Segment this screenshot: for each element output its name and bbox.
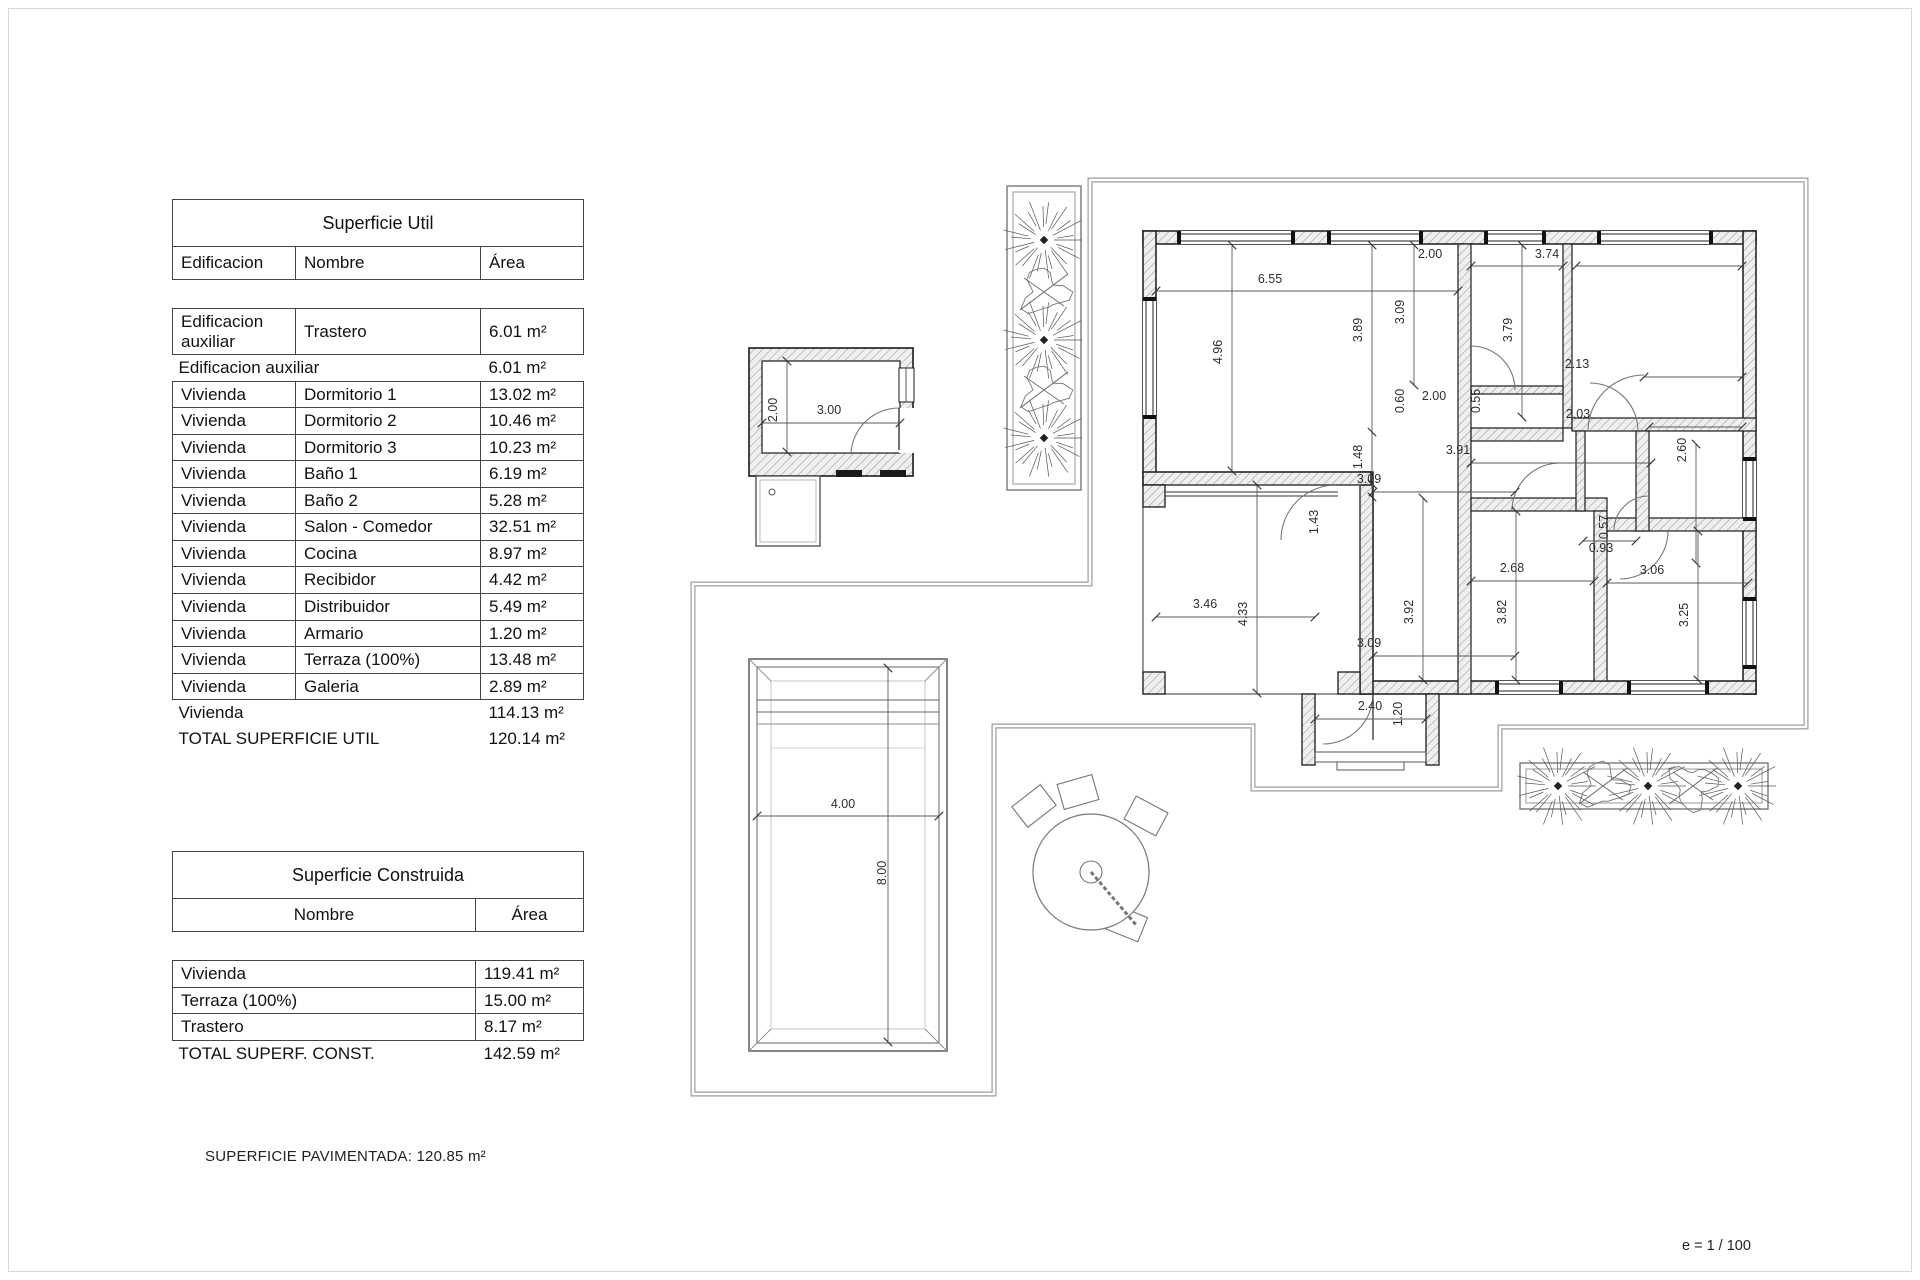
bush-icon — [1607, 748, 1686, 825]
dimension-label: 3.92 — [1402, 599, 1416, 625]
table-cell: 2.89 m² — [481, 673, 584, 700]
table-cell: Cocina — [296, 540, 481, 567]
table-cell: 120.14 m² — [481, 726, 584, 752]
windows — [1143, 231, 1756, 694]
table-cell: Superficie Util — [173, 200, 584, 247]
dimension-label: 2.60 — [1675, 437, 1689, 463]
bush-icon — [1697, 748, 1776, 825]
table-cell: Vivienda — [173, 700, 481, 726]
dimension-label: 4.00 — [830, 797, 856, 811]
paved-area-note: SUPERFICIE PAVIMENTADA: 120.85 m² — [205, 1148, 486, 1165]
terraza — [1143, 485, 1360, 694]
table-cell: 8.97 m² — [481, 540, 584, 567]
table-cell: Vivienda — [173, 594, 296, 621]
table-cell: Vivienda — [173, 434, 296, 461]
bush-icon — [1517, 748, 1596, 825]
table-cell: Vivienda — [173, 567, 296, 594]
table-cell: 10.23 m² — [481, 434, 584, 461]
table-cell: Trastero — [296, 309, 481, 355]
table-cell: Área — [481, 247, 584, 280]
dimension-label: 3.46 — [1192, 597, 1218, 611]
table-cell: Recibidor — [296, 567, 481, 594]
table-cell: Terraza (100%) — [173, 987, 476, 1014]
dimension-label: 1.43 — [1307, 509, 1321, 535]
dimension-label: 3.79 — [1501, 317, 1515, 343]
dimension-label: 1.48 — [1351, 444, 1365, 470]
dimension-label: 3.91 — [1445, 443, 1471, 457]
house — [1143, 231, 1756, 770]
table-cell: Dormitorio 3 — [296, 434, 481, 461]
table-cell: Vivienda — [173, 487, 296, 514]
dimension-label: 3.06 — [1639, 563, 1665, 577]
trastero-building — [749, 348, 914, 546]
shrub-icon — [1579, 761, 1631, 807]
bush-icon — [1003, 302, 1082, 379]
table-cell: Vivienda — [173, 514, 296, 541]
table-cell: Vivienda — [173, 647, 296, 674]
table-cell: Distribuidor — [296, 594, 481, 621]
table-cell: TOTAL SUPERFICIE UTIL — [173, 726, 481, 752]
dimension-label: 6.55 — [1257, 272, 1283, 286]
table-cell: 32.51 m² — [481, 514, 584, 541]
dimension-label: 2.68 — [1499, 561, 1525, 575]
dimension-label: 4.33 — [1236, 601, 1250, 627]
table-cell: Vivienda — [173, 461, 296, 488]
dimension-label: 2.00 — [1421, 389, 1447, 403]
table-cell: 6.19 m² — [481, 461, 584, 488]
bush-icon — [1003, 202, 1082, 279]
table-cell: Vivienda — [173, 381, 296, 408]
table-cell: 6.01 m² — [481, 355, 584, 382]
shrub-icon — [1669, 767, 1719, 813]
table-cell: Superficie Construida — [173, 852, 584, 899]
table-cell: 142.59 m² — [476, 1040, 584, 1066]
dimension-label: 0.57 — [1597, 514, 1611, 540]
table-cell: Edificacion auxiliar — [173, 309, 296, 355]
dimension-label: 3.00 — [816, 403, 842, 417]
table-cell: 5.49 m² — [481, 594, 584, 621]
table-cell: 6.01 m² — [481, 309, 584, 355]
table-cell: Vivienda — [173, 673, 296, 700]
table-cell: Baño 2 — [296, 487, 481, 514]
dimension-label: 3.89 — [1351, 317, 1365, 343]
dimension-label: 2.00 — [766, 397, 780, 423]
table-cell: 10.46 m² — [481, 408, 584, 435]
dimension-label: 2.00 — [1417, 247, 1443, 261]
dimension-label: 2.40 — [1357, 699, 1383, 713]
dimension-label: 0.93 — [1588, 541, 1614, 555]
scale-note: e = 1 / 100 — [1682, 1238, 1751, 1254]
table-cell: Vivienda — [173, 540, 296, 567]
table-cell: Terraza (100%) — [296, 647, 481, 674]
table-cell: Armario — [296, 620, 481, 647]
table-cell: Dormitorio 1 — [296, 381, 481, 408]
table-cell: 8.17 m² — [476, 1014, 584, 1041]
dimension-label: 1.20 — [1391, 701, 1405, 727]
dimension-label: 2.03 — [1565, 407, 1591, 421]
dimension-label: 2.13 — [1564, 357, 1590, 371]
table-cell: Dormitorio 2 — [296, 408, 481, 435]
table-cell: Edificacion — [173, 247, 296, 280]
table-cell: 13.02 m² — [481, 381, 584, 408]
house-partitions — [1458, 244, 1756, 694]
vegetation-icons — [1003, 202, 1776, 825]
dimension-label: 4.96 — [1211, 339, 1225, 365]
table-cell: Nombre — [296, 247, 481, 280]
bush-icon — [1003, 400, 1082, 477]
table-cell: 119.41 m² — [476, 961, 584, 988]
table-cell: Vivienda — [173, 961, 476, 988]
dimension-label: 3.09 — [1356, 636, 1382, 650]
table-cell: Trastero — [173, 1014, 476, 1041]
shrub-icon — [1020, 366, 1073, 411]
dimension-label: 8.00 — [875, 860, 889, 886]
table-cell: Baño 1 — [296, 461, 481, 488]
shrub-icon — [1020, 268, 1073, 313]
table-cell: Vivienda — [173, 408, 296, 435]
table-cell: Galeria — [296, 673, 481, 700]
table-cell: 13.48 m² — [481, 647, 584, 674]
dimension-label: 3.09 — [1356, 472, 1382, 486]
dimension-label: 3.74 — [1534, 247, 1560, 261]
table-cell: TOTAL SUPERF. CONST. — [173, 1040, 476, 1066]
table-cell: 4.42 m² — [481, 567, 584, 594]
table-cell: 1.20 m² — [481, 620, 584, 647]
table-cell: Área — [476, 899, 584, 932]
table-cell: Edificacion auxiliar — [173, 355, 481, 382]
dimension-label: 0.60 — [1393, 388, 1407, 414]
table-cell: Nombre — [173, 899, 476, 932]
house-exterior-walls — [1143, 231, 1756, 694]
swimming-pool — [749, 659, 947, 1051]
dimension-label: 3.82 — [1495, 599, 1509, 625]
dimension-label: 0.55 — [1469, 388, 1483, 414]
dimension-label: 3.09 — [1393, 299, 1407, 325]
table-cell: 114.13 m² — [481, 700, 584, 726]
dimension-label: 3.25 — [1677, 602, 1691, 628]
table-cell: 15.00 m² — [476, 987, 584, 1014]
table-cell: Vivienda — [173, 620, 296, 647]
patio-table — [1012, 775, 1168, 942]
table-cell: 5.28 m² — [481, 487, 584, 514]
table-cell: Salon - Comedor — [296, 514, 481, 541]
